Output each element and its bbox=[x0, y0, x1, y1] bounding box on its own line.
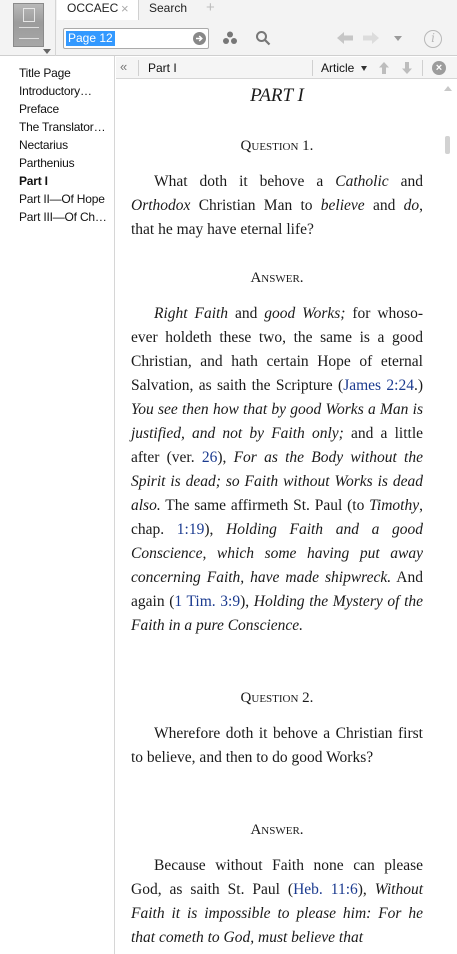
answer-text bbox=[131, 854, 423, 950]
breadcrumb: Part I bbox=[148, 61, 177, 75]
sidebar-item[interactable]: Part II—Of Hope bbox=[19, 192, 105, 206]
back-arrow-icon[interactable] bbox=[336, 31, 354, 45]
next-arrow-icon[interactable] bbox=[401, 61, 413, 75]
body-text: What doth it behove a bbox=[154, 173, 336, 190]
sidebar-item[interactable]: Parthenius bbox=[19, 156, 75, 170]
book-cover-thumbnail[interactable] bbox=[13, 3, 47, 55]
article-selector[interactable]: Article bbox=[321, 61, 355, 75]
body-text: Christian Man to bbox=[190, 197, 321, 214]
body-text: .) bbox=[413, 377, 424, 394]
sidebar-item[interactable]: Title Page bbox=[19, 66, 71, 80]
tab-search[interactable] bbox=[149, 0, 195, 20]
divider bbox=[422, 60, 423, 76]
chapter-title: PART I bbox=[250, 85, 304, 106]
sidebar-item[interactable]: Part I bbox=[19, 174, 48, 188]
add-tab-icon[interactable]: + bbox=[206, 0, 215, 16]
scripture-reference-link[interactable]: 26 bbox=[201, 449, 218, 466]
history-dropdown-icon[interactable] bbox=[394, 36, 402, 41]
page-field-value[interactable]: Page 12 bbox=[68, 31, 113, 45]
divider bbox=[55, 0, 56, 56]
body-text: and bbox=[388, 173, 423, 190]
emphasis-text: good Works; bbox=[264, 305, 346, 322]
collapse-sidebar-button[interactable]: « bbox=[120, 59, 128, 74]
sidebar-item[interactable]: Part III—Of Ch… bbox=[19, 210, 107, 224]
body-text: and a little after (ver. bbox=[131, 425, 424, 466]
question-text bbox=[131, 170, 423, 242]
info-icon[interactable]: i bbox=[424, 30, 442, 48]
previous-arrow-icon[interactable] bbox=[378, 61, 390, 75]
scrollbar-thumb[interactable] bbox=[445, 136, 450, 154]
sidebar-item[interactable]: Introductory… bbox=[19, 84, 92, 98]
sidebar-item[interactable]: Preface bbox=[19, 102, 59, 116]
body-text: ), bbox=[240, 593, 254, 610]
tab-label: OCCAEC bbox=[67, 1, 119, 15]
body-text: , chap. bbox=[131, 497, 423, 538]
answer-heading: Answer. bbox=[250, 822, 304, 838]
question-text bbox=[131, 722, 423, 770]
body-text: ), bbox=[204, 521, 227, 538]
chevron-down-icon[interactable] bbox=[361, 66, 367, 71]
emphasis-text: believe bbox=[320, 197, 365, 214]
emphasis-text: Without Faith it is impossible to please him: For he that cometh to God, must believe that bbox=[131, 881, 424, 946]
scripture-reference-link[interactable]: 1 Tim. 3:9 bbox=[174, 593, 241, 610]
cover-image bbox=[13, 3, 44, 47]
emphasis-text: You see then how that by good Works a Man is justified, and not by Faith only; bbox=[131, 401, 423, 442]
body-text: Because without Faith none can please God, as saith St. Paul ( bbox=[131, 857, 423, 898]
emphasis-text: Orthodox bbox=[131, 197, 191, 214]
emphasis-text: Catholic bbox=[335, 173, 389, 190]
emphasis-text: Right Faith bbox=[154, 305, 229, 322]
scripture-reference-link[interactable]: 1:19 bbox=[176, 521, 205, 538]
body-text: ), bbox=[357, 881, 375, 898]
body-text: And again ( bbox=[131, 569, 423, 610]
page-field[interactable] bbox=[63, 28, 209, 49]
table-of-contents bbox=[0, 56, 115, 954]
body-text: and bbox=[228, 305, 265, 322]
content-header-bar bbox=[116, 57, 457, 79]
top-toolbar bbox=[0, 0, 457, 56]
emphasis-text: do bbox=[403, 197, 420, 214]
scripture-reference-link[interactable]: Heb. 11:6 bbox=[293, 881, 358, 898]
body-text: ), bbox=[217, 449, 234, 466]
emphasis-text: Holding Faith and a good Conscience, which some having put away concerning Faith, have made shipwreck. bbox=[131, 521, 423, 586]
chevron-down-icon[interactable] bbox=[43, 49, 51, 54]
sidebar-item[interactable]: The Translator… bbox=[19, 120, 106, 134]
vertical-scrollbar[interactable] bbox=[439, 80, 457, 954]
body-text: Wherefore doth it behove a Christian first to believe, and then to do good Works? bbox=[131, 725, 423, 766]
search-icon[interactable] bbox=[255, 30, 271, 46]
divider bbox=[312, 60, 313, 76]
forward-arrow-icon[interactable] bbox=[362, 31, 380, 45]
scripture-reference-link[interactable]: James 2:24 bbox=[343, 377, 414, 394]
body-text: for whoso-ever holdeth these two, the same is a good Christian, and hath certain Hope of eternal Salvation, as saith the Scripture ( bbox=[131, 305, 423, 394]
scroll-up-icon[interactable] bbox=[444, 86, 452, 91]
emphasis-text: For as the Body without the Spirit is dead; so Faith without Works is dead also. bbox=[131, 449, 423, 514]
divider bbox=[138, 60, 139, 76]
sidebar-item[interactable]: Nectarius bbox=[19, 138, 68, 152]
answer-heading: Answer. bbox=[250, 270, 304, 286]
emphasis-text: Timothy bbox=[369, 497, 420, 514]
go-arrow-icon[interactable] bbox=[193, 32, 206, 45]
emphasis-text: Holding the Mystery of the Faith in a pure Conscience. bbox=[131, 593, 423, 634]
close-panel-button[interactable]: × bbox=[432, 61, 446, 75]
body-text: The same affirmeth St. Paul (to bbox=[160, 497, 370, 514]
question-heading: Question 1. bbox=[240, 138, 314, 154]
body-text: and bbox=[364, 197, 404, 214]
close-icon[interactable]: × bbox=[121, 1, 129, 16]
reading-pane[interactable] bbox=[116, 80, 457, 954]
body-text: , that he may have eternal life? bbox=[131, 197, 423, 238]
tab-label: Search bbox=[149, 1, 188, 15]
question-heading: Question 2. bbox=[240, 690, 314, 706]
highlights-icon[interactable] bbox=[222, 30, 238, 46]
answer-text bbox=[131, 302, 423, 638]
